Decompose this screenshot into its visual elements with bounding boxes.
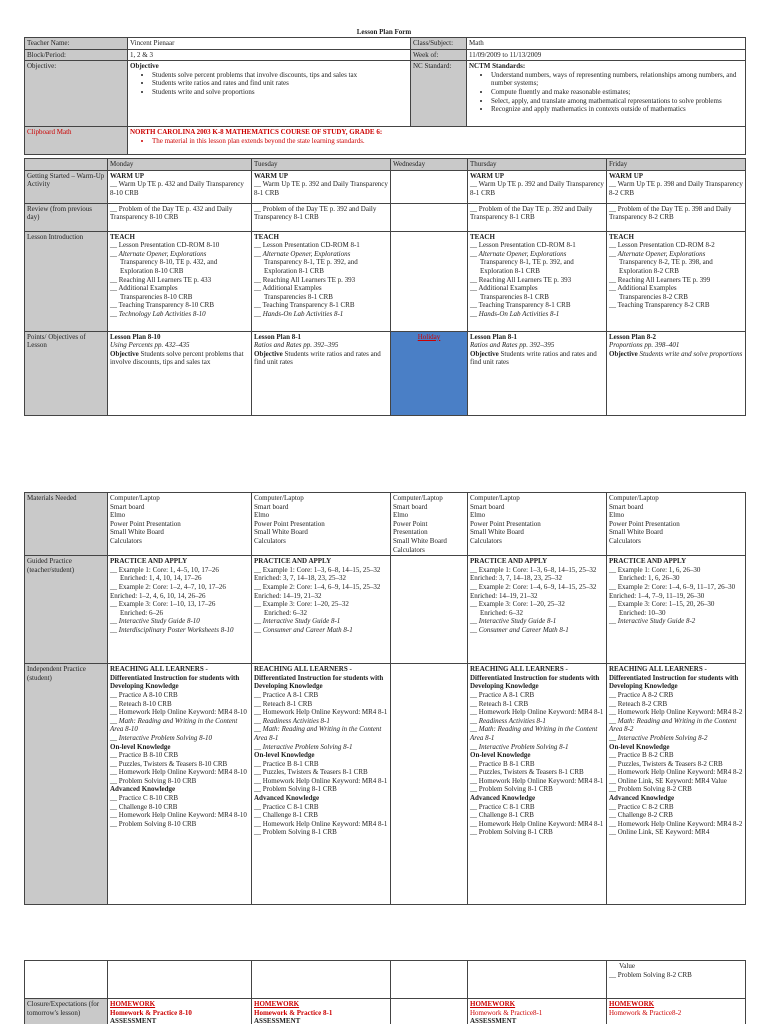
material-item: Small White Board: [393, 536, 447, 545]
teach-line: Transparency 8-10, TE p. 432, and Exploration 8-10 CRB: [120, 258, 218, 275]
teach-line: __ Teaching Transparency 8-1 CRB: [470, 301, 571, 310]
objective-text: Students write ratios and rates and find unit rates: [470, 349, 597, 367]
closure-tuesday: [252, 999, 391, 1024]
material-item: Small White Board: [254, 528, 308, 537]
guided-line: __ Example 3: Core: 1–15, 20, 26–30: [609, 600, 715, 609]
guided-line: __ Example 3: Core: 1–10, 13, 17–26: [110, 600, 216, 609]
guided-monday: [108, 556, 252, 664]
onlevel-heading: On-level Knowledge: [110, 742, 171, 751]
material-item: Computer/Laptop: [393, 494, 443, 502]
lesson-plan-pages: Proportions pp. 398–401: [609, 341, 680, 350]
warmup-heading: WARM UP: [609, 171, 644, 180]
closure-wednesday: [391, 999, 468, 1024]
guided-line: __ Interactive Study Guide 8-2: [609, 617, 696, 626]
continued-tuesday: [252, 961, 391, 999]
practice-line: __ Reteach 8-10 CRB: [110, 699, 172, 708]
guided-line: __ Example 3: Core: 1–20, 25–32: [254, 600, 349, 609]
material-item: Elmo: [470, 511, 486, 520]
assessment-label: ASSESSMENT: [254, 1017, 301, 1024]
practice-line: __ Readiness Activities 8-1: [254, 716, 330, 725]
guided-line: __ Example 1: Core: 1, 6, 26–30: [609, 565, 701, 574]
practice-line: __ Practice B 8-1 CRB: [470, 759, 535, 768]
developing-heading: Developing Knowledge: [254, 682, 323, 691]
teach-heading: TEACH: [609, 232, 634, 241]
objective-tag: Objective: [609, 349, 638, 358]
material-item: Computer/Laptop: [609, 494, 659, 502]
guided-tuesday: [252, 556, 391, 664]
practice-line: __ Homework Help Online Keyword: MR4 8-2: [609, 768, 743, 777]
independent-friday: [607, 664, 746, 905]
points-wednesday-holiday: [391, 331, 468, 415]
teach-line: Transparencies 8-10 CRB: [120, 292, 193, 301]
practice-line: Value: [619, 962, 635, 970]
objective-cell: [128, 61, 411, 127]
lesson-plan-title: Lesson Plan 8-1: [254, 332, 302, 341]
teach-line: __ Reaching All Learners TE p. 393: [470, 275, 572, 284]
points-monday: [108, 331, 252, 415]
material-item: Computer/Laptop: [254, 494, 304, 502]
week-table-bottom: [24, 492, 746, 905]
material-item: Calculators: [393, 545, 425, 554]
material-item: Calculators: [470, 536, 502, 545]
practice-line: __ Challenge 8-1 CRB: [470, 811, 534, 820]
teach-line: Transparencies 8-2 CRB: [619, 292, 688, 301]
guided-line: Enriched: 10–30: [619, 608, 666, 617]
nctm-cell: [467, 61, 746, 127]
practice-line: __ Challenge 8-1 CRB: [254, 811, 318, 820]
nctm-item: • Understand numbers, ways of representing numbers, relationships among numbers, and number systems;: [491, 71, 743, 88]
teach-line: __ Hands-On Lab Activities 8-1: [470, 309, 560, 318]
practice-line: __ Problem Solving 8-1 CRB: [470, 785, 553, 794]
continued-label-cell: [25, 961, 108, 999]
developing-heading: Developing Knowledge: [110, 682, 179, 691]
onlevel-heading: On-level Knowledge: [254, 751, 315, 760]
material-item: Power Point: [393, 519, 428, 528]
teach-line: __ Lesson Presentation CD-ROM 8-10: [110, 241, 220, 250]
teach-line: __ Technology Lab Activities 8-10: [110, 309, 206, 318]
guided-line: __ Example 3: Core: 1–20, 25–32: [470, 600, 565, 609]
guided-line: __ Example 2: Core: 1–4, 6–9, 11–17, 26–30 Enriched: 1–4, 7–9, 11–19, 26–30: [609, 582, 736, 600]
homework-text: Homework & Practice8-1: [470, 1008, 543, 1017]
row-label-getting-started: Getting Started – Warm-Up Activity: [25, 170, 108, 203]
guided-thursday: [468, 556, 607, 664]
teach-line: __ Additional Examples: [470, 284, 538, 293]
practice-line: __ Math: Reading and Writing in the Content Area 8-10: [110, 716, 238, 734]
warmup-heading: WARM UP: [470, 171, 505, 180]
day-monday: Monday: [108, 159, 252, 171]
practice-line: __ Reteach 8-1 CRB: [254, 699, 313, 708]
material-item: Smart board: [609, 502, 644, 511]
guided-line: __ Example 1: Core: 1, 4–5, 10, 17–26: [110, 565, 219, 574]
row-label-intro: Lesson Introduction: [25, 231, 108, 331]
practice-line: __ Homework Help Online Keyword: MR4 8-1: [470, 708, 604, 717]
objective-text: Students solve percent problems that involve discounts, tips and sales tax: [110, 349, 244, 367]
guided-heading: PRACTICE AND APPLY: [470, 557, 548, 566]
week-table-top: [24, 158, 746, 416]
row-label-points: Points/ Objectives of Lesson: [25, 331, 108, 415]
teach-line: __ Lesson Presentation CD-ROM 8-2: [609, 241, 715, 250]
developing-heading: Developing Knowledge: [470, 682, 539, 691]
developing-heading: Developing Knowledge: [609, 682, 678, 691]
reaching-heading: REACHING ALL LEARNERS - Differentiated Instruction for students with: [470, 665, 600, 682]
guided-line: __ Interactive Study Guide 8-1: [470, 617, 557, 626]
practice-line: __ Problem Solving 8-1 CRB: [254, 785, 337, 794]
practice-line: __ Online Link, SE Keyword: MR4 Value: [609, 776, 727, 785]
objective-item: • Students write and solve proportions: [152, 88, 408, 97]
guided-line: Enriched: 6–26: [120, 608, 163, 617]
teach-monday: [108, 231, 252, 331]
teach-line: __ Teaching Transparency 8-1 CRB: [254, 301, 355, 310]
warmup-heading: WARM UP: [110, 171, 145, 180]
nc-note-list: [130, 137, 743, 146]
teach-line: Transparencies 8-1 CRB: [480, 292, 549, 301]
guided-friday: [607, 556, 746, 664]
teach-line: __ Hands-On Lab Activities 8-1: [254, 309, 344, 318]
practice-line: __ Homework Help Online Keyword: MR4 8-10: [110, 811, 247, 820]
guided-heading: PRACTICE AND APPLY: [254, 557, 332, 566]
week-label: Week of:: [411, 49, 467, 61]
reaching-heading: REACHING ALL LEARNERS - Differentiated Instruction for students with: [254, 665, 384, 682]
material-item: Small White Board: [110, 528, 164, 537]
material-item: Smart board: [393, 502, 428, 511]
review-wednesday: [391, 203, 468, 231]
assessment-label: ASSESSMENT: [470, 1017, 517, 1024]
warmup-text: __ Warm Up TE p. 392 and Daily Transparency 8-1 CRB: [254, 180, 388, 197]
material-item: Computer/Laptop: [470, 494, 520, 502]
practice-line: __ Reteach 8-1 CRB: [470, 699, 529, 708]
teacher-label: Teacher Name:: [25, 38, 128, 50]
material-item: Small White Board: [609, 528, 663, 537]
warmup-text: __ Warm Up TE p. 432 and Daily Transparency 8-10 CRB: [110, 180, 244, 197]
teach-line: __ Alternate Opener, Explorations: [609, 249, 706, 258]
closure-monday: [108, 999, 252, 1024]
block-value: 1, 2 & 3: [128, 49, 411, 61]
teach-heading: TEACH: [254, 232, 279, 241]
material-item: Elmo: [609, 511, 625, 520]
day-tuesday: Tuesday: [252, 159, 391, 171]
practice-line: __ Homework Help Online Keyword: MR4 8-2: [609, 819, 743, 828]
guided-line: __ Example 2: Core: 1–4, 6–9, 14–15, 25–32 Enriched: 14–19, 21–32: [254, 582, 381, 600]
nctm-list: [469, 71, 743, 114]
row-label-review: Review (from previous day): [25, 203, 108, 231]
objective-text: Students write ratios and rates and find unit rates: [254, 349, 381, 367]
teach-thursday: [468, 231, 607, 331]
practice-line: __ Math: Reading and Writing in the Content Area 8-2: [609, 716, 737, 734]
practice-line: __ Problem Solving 8-1 CRB: [470, 828, 553, 837]
practice-line: __ Practice C 8-10 CRB: [110, 794, 179, 803]
practice-line: __ Challenge 8-2 CRB: [609, 811, 673, 820]
guided-line: __ Example 1: Core: 1–3, 6–8, 14–15, 25–32 Enriched: 3, 7, 14–18, 23, 25–32: [470, 565, 597, 583]
review-thursday: __ Problem of the Day TE p. 392 and Daily Transparency 8-1 CRB: [468, 203, 607, 231]
nc-course-cell: [128, 127, 746, 155]
review-tuesday: __ Problem of the Day TE p. 392 and Daily Transparency 8-1 CRB: [252, 203, 391, 231]
practice-line: __ Homework Help Online Keyword: MR4 8-1: [470, 776, 604, 785]
objective-tag: Objective: [254, 349, 283, 358]
guided-line: __ Consumer and Career Math 8-1: [254, 625, 353, 634]
practice-line: __ Math: Reading and Writing in the Content Area 8-1: [254, 725, 382, 742]
block-label: Block/Period:: [25, 49, 128, 61]
practice-line: __ Practice A 8-1 CRB: [470, 690, 535, 699]
guided-line: __ Interactive Study Guide 8-1: [254, 617, 341, 626]
teach-line: __ Reaching All Learners TE p. 393: [254, 275, 356, 284]
nctm-heading: NCTM Standards:: [469, 62, 526, 71]
practice-line: __ Readiness Activities 8-1: [470, 716, 546, 725]
teacher-value: Vincent Pienaar: [128, 38, 411, 50]
lesson-plan-pages: Ratios and Rates pp. 392–395: [470, 341, 555, 350]
material-item: Computer/Laptop: [110, 494, 160, 502]
info-table: [24, 37, 746, 155]
row-label-materials: Materials Needed: [25, 493, 108, 556]
practice-line: __ Homework Help Online Keyword: MR4 8-10: [110, 708, 247, 717]
closure-friday: [607, 999, 746, 1024]
independent-tuesday: [252, 664, 391, 905]
teach-line: Transparencies 8-1 CRB: [264, 292, 333, 301]
reaching-heading: REACHING ALL LEARNERS - Differentiated Instruction for students with: [110, 665, 240, 682]
lesson-plan-title: Lesson Plan 8-2: [609, 332, 657, 341]
practice-line: __ Homework Help Online Keyword: MR4 8-1: [470, 819, 604, 828]
practice-line: __ Practice B 8-10 CRB: [110, 751, 179, 760]
teach-line: Transparency 8-1, TE p. 392, and Exploration 8-1 CRB: [264, 258, 358, 275]
practice-line: __ Practice A 8-1 CRB: [254, 690, 319, 699]
teach-line: Transparency 8-1, TE p. 392, and Exploration 8-1 CRB: [480, 258, 574, 275]
material-item: Power Point Presentation: [254, 519, 325, 528]
lesson-plan-pages: Using Percents pp. 432–435: [110, 341, 190, 350]
onlevel-heading: On-level Knowledge: [609, 742, 670, 751]
row-label-independent: Independent Practice (student): [25, 664, 108, 905]
warmup-text: __ Warm Up TE p. 392 and Daily Transparency 8-1 CRB: [470, 180, 604, 197]
row-label-guided: Guided Practice (teacher/student): [25, 556, 108, 664]
practice-line: __ Challenge 8-10 CRB: [110, 802, 178, 811]
materials-thursday: [468, 493, 607, 556]
practice-line: __ Homework Help Online Keyword: MR4 8-1: [254, 819, 388, 828]
guided-line: __ Consumer and Career Math 8-1: [470, 625, 569, 634]
homework-label: HOMEWORK: [609, 1000, 655, 1008]
review-friday: __ Problem of the Day TE p. 398 and Daily Transparency 8-2 CRB: [607, 203, 746, 231]
guided-wednesday: [391, 556, 468, 664]
guided-line: __ Example 2: Core: 1–2, 4–7, 10, 17–26 Enriched: 1–2, 4, 6, 10, 14, 26–26: [110, 582, 226, 600]
objective-label: Objective:: [25, 61, 128, 127]
nc-standard-label: NC Standard:: [411, 61, 467, 127]
warmup-tuesday: [252, 170, 391, 203]
objective-text: Students write and solve proportions: [639, 349, 743, 358]
material-item: Smart board: [110, 502, 145, 511]
teach-line: __ Teaching Transparency 8-10 CRB: [110, 301, 214, 310]
materials-friday: [607, 493, 746, 556]
homework-label: HOMEWORK: [470, 1000, 516, 1008]
guided-heading: PRACTICE AND APPLY: [609, 557, 687, 566]
practice-line: __ Homework Help Online Keyword: MR4 8-2: [609, 708, 743, 717]
independent-monday: [108, 664, 252, 905]
continued-thursday: [468, 961, 607, 999]
homework-text: Homework & Practice8-2: [609, 1008, 682, 1017]
day-wednesday: Wednesday: [391, 159, 468, 171]
warmup-thursday: [468, 170, 607, 203]
teach-heading: TEACH: [470, 232, 495, 241]
guided-line: __ Interdisciplinary Poster Worksheets 8-10: [110, 625, 234, 634]
teach-line: __ Reaching All Learners TE p. 433: [110, 275, 212, 284]
continued-monday: [108, 961, 252, 999]
guided-line: __ Example 2: Core: 1–4, 6–9, 14–15, 25–32 Enriched: 14–19, 21–32: [470, 582, 597, 600]
day-thursday: Thursday: [468, 159, 607, 171]
review-monday: __ Problem of the Day TE p. 432 and Daily Transparency 8-10 CRB: [108, 203, 252, 231]
teach-line: __ Alternate Opener, Explorations: [470, 249, 567, 258]
teach-line: __ Additional Examples: [110, 284, 178, 293]
homework-label: HOMEWORK: [254, 1000, 300, 1008]
materials-monday: [108, 493, 252, 556]
material-item: Presentation: [393, 528, 428, 537]
practice-line: __ Practice A 8-10 CRB: [110, 690, 178, 699]
teach-line: __ Additional Examples: [254, 284, 322, 293]
practice-line: __ Puzzles, Twisters & Teasers 8-1 CRB: [470, 768, 584, 777]
practice-line: __ Interactive Problem Solving 8-1: [470, 742, 569, 751]
guided-heading: PRACTICE AND APPLY: [110, 557, 188, 566]
continued-friday: [607, 961, 746, 999]
lesson-plan-title: Lesson Plan 8-1: [470, 332, 518, 341]
practice-line: __ Problem Solving 8-1 CRB: [254, 828, 337, 837]
material-item: Calculators: [609, 536, 641, 545]
day-friday: Friday: [607, 159, 746, 171]
form-title: Lesson Plan Form: [356, 28, 412, 36]
practice-line: __ Practice B 8-2 CRB: [609, 751, 674, 760]
homework-text: Homework & Practice 8-1: [254, 1008, 333, 1017]
teach-line: __ Lesson Presentation CD-ROM 8-1: [470, 241, 576, 250]
practice-line: __ Puzzles, Twisters & Teasers 8-10 CRB: [110, 759, 228, 768]
onlevel-heading: On-level Knowledge: [470, 751, 531, 760]
practice-line: __ Interactive Problem Solving 8-2: [609, 733, 708, 742]
objective-list: [130, 71, 408, 97]
guided-line: __ Interactive Study Guide 8-10: [110, 617, 200, 626]
material-item: Elmo: [254, 511, 270, 520]
clipboard-math-label: Clipboard Math: [25, 127, 128, 155]
nc-course-title: NORTH CAROLINA 2003 K-8 MATHEMATICS COURSE OF STUDY, GRADE 6:: [130, 128, 383, 137]
objective-item: • Students write ratios and rates and find unit rates: [152, 79, 408, 88]
teach-line: __ Reaching All Learners TE p. 399: [609, 275, 711, 284]
material-item: Calculators: [110, 536, 142, 545]
lesson-plan-pages: Ratios and Rates pp. 392–395: [254, 341, 339, 350]
materials-wednesday: [391, 493, 468, 556]
practice-line: __ Reteach 8-2 CRB: [609, 699, 668, 708]
teach-heading: TEACH: [110, 232, 135, 241]
practice-line: __ Interactive Problem Solving 8-10: [110, 733, 212, 742]
points-friday: [607, 331, 746, 415]
teach-tuesday: [252, 231, 391, 331]
guided-line: Enriched: 6–32: [264, 608, 307, 617]
warmup-monday: [108, 170, 252, 203]
teach-line: __ Teaching Transparency 8-2 CRB: [609, 301, 710, 310]
material-item: Elmo: [110, 511, 126, 520]
practice-line: __ Homework Help Online Keyword: MR4 8-1: [254, 708, 388, 717]
guided-line: Enriched: 1, 6, 26–30: [619, 574, 680, 583]
teach-line: __ Additional Examples: [609, 284, 677, 293]
practice-line: __ Online Link, SE Keyword: MR4: [609, 828, 710, 837]
material-item: Power Point Presentation: [609, 519, 680, 528]
practice-line: __ Practice B 8-1 CRB: [254, 759, 319, 768]
materials-tuesday: [252, 493, 391, 556]
teach-wednesday: [391, 231, 468, 331]
points-thursday: [468, 331, 607, 415]
independent-wednesday: [391, 664, 468, 905]
practice-line: __ Problem Solving 8-2 CRB: [609, 970, 692, 979]
material-item: Power Point Presentation: [470, 519, 541, 528]
practice-line: __ Math: Reading and Writing in the Content Area 8-1: [470, 725, 598, 742]
practice-line: __ Puzzles, Twisters & Teasers 8-1 CRB: [254, 768, 368, 777]
practice-line: __ Practice C 8-2 CRB: [609, 802, 674, 811]
homework-label: HOMEWORK: [110, 1000, 156, 1008]
row-label-closure: Closure/Expectations (for tomorrow's lesson): [25, 999, 108, 1024]
lesson-plan-title: Lesson Plan 8-10: [110, 332, 161, 341]
homework-text: Homework & Practice 8-10: [110, 1008, 192, 1017]
material-item: Small White Board: [470, 528, 524, 537]
teach-line: __ Alternate Opener, Explorations: [254, 249, 351, 258]
nctm-item: • Recognize and apply mathematics in contexts outside of mathematics: [491, 105, 743, 114]
practice-line: __ Practice C 8-1 CRB: [254, 802, 319, 811]
practice-line: __ Problem Solving 8-10 CRB: [110, 776, 197, 785]
holiday-label: Holiday: [417, 332, 441, 341]
warmup-text: __ Warm Up TE p. 398 and Daily Transparency 8-2 CRB: [609, 180, 743, 197]
material-item: Elmo: [393, 511, 409, 520]
practice-line: __ Problem Solving 8-10 CRB: [110, 819, 197, 828]
independent-thursday: [468, 664, 607, 905]
teach-friday: [607, 231, 746, 331]
material-item: Smart board: [470, 502, 505, 511]
assessment-label: ASSESSMENT: [110, 1017, 157, 1024]
points-tuesday: [252, 331, 391, 415]
reaching-heading: REACHING ALL LEARNERS - Differentiated Instruction for students with: [609, 665, 739, 682]
corner-cell: [25, 159, 108, 171]
objective-heading: Objective: [130, 62, 159, 71]
teach-line: __ Lesson Presentation CD-ROM 8-1: [254, 241, 360, 250]
objective-item: • Students solve percent problems that involve discounts, tips and sales tax: [152, 71, 408, 80]
class-value: Math: [467, 38, 746, 50]
closure-thursday: [468, 999, 607, 1024]
practice-line: __ Puzzles, Twisters & Teasers 8-2 CRB: [609, 759, 723, 768]
continued-wednesday: [391, 961, 468, 999]
objective-tag: Objective: [110, 349, 139, 358]
nctm-item: • Select, apply, and translate among mathematical representations to solve problems: [491, 97, 743, 106]
practice-line: __ Interactive Problem Solving 8-1: [254, 742, 353, 751]
advanced-heading: Advanced Knowledge: [470, 794, 536, 803]
week-value: 11/09/2009 to 11/13/2009: [467, 49, 746, 61]
advanced-heading: Advanced Knowledge: [609, 794, 675, 803]
teach-line: __ Alternate Opener, Explorations: [110, 249, 207, 258]
practice-line: __ Homework Help Online Keyword: MR4 8-10: [110, 768, 247, 777]
guided-line: Enriched: 6–32: [480, 608, 523, 617]
teach-line: Transparency 8-2, TE p. 398, and Exploration 8-2 CRB: [619, 258, 713, 275]
warmup-friday: [607, 170, 746, 203]
advanced-heading: Advanced Knowledge: [110, 785, 176, 794]
practice-line: __ Homework Help Online Keyword: MR4 8-1: [254, 776, 388, 785]
practice-line: __ Practice A 8-2 CRB: [609, 690, 674, 699]
nc-note: • The material in this lesson plan extends beyond the state learning standards.: [152, 137, 743, 146]
material-item: Power Point Presentation: [110, 519, 181, 528]
warmup-heading: WARM UP: [254, 171, 289, 180]
guided-line: Enriched: 1, 4, 10, 14, 17–26: [120, 574, 202, 583]
nctm-item: • Compute fluently and make reasonable estimates;: [491, 88, 743, 97]
material-item: Smart board: [254, 502, 289, 511]
class-label: Class/Subject:: [411, 38, 467, 50]
guided-line: __ Example 1: Core: 1–3, 6–8, 14–15, 25–32 Enriched: 3, 7, 14–18, 23, 25–32: [254, 565, 381, 583]
material-item: Calculators: [254, 536, 286, 545]
practice-line: __ Practice C 8-1 CRB: [470, 802, 535, 811]
practice-line: __ Problem Solving 8-2 CRB: [609, 785, 692, 794]
advanced-heading: Advanced Knowledge: [254, 794, 320, 803]
warmup-wednesday: [391, 170, 468, 203]
week-table-continued: [24, 960, 746, 1024]
objective-tag: Objective: [470, 349, 499, 358]
